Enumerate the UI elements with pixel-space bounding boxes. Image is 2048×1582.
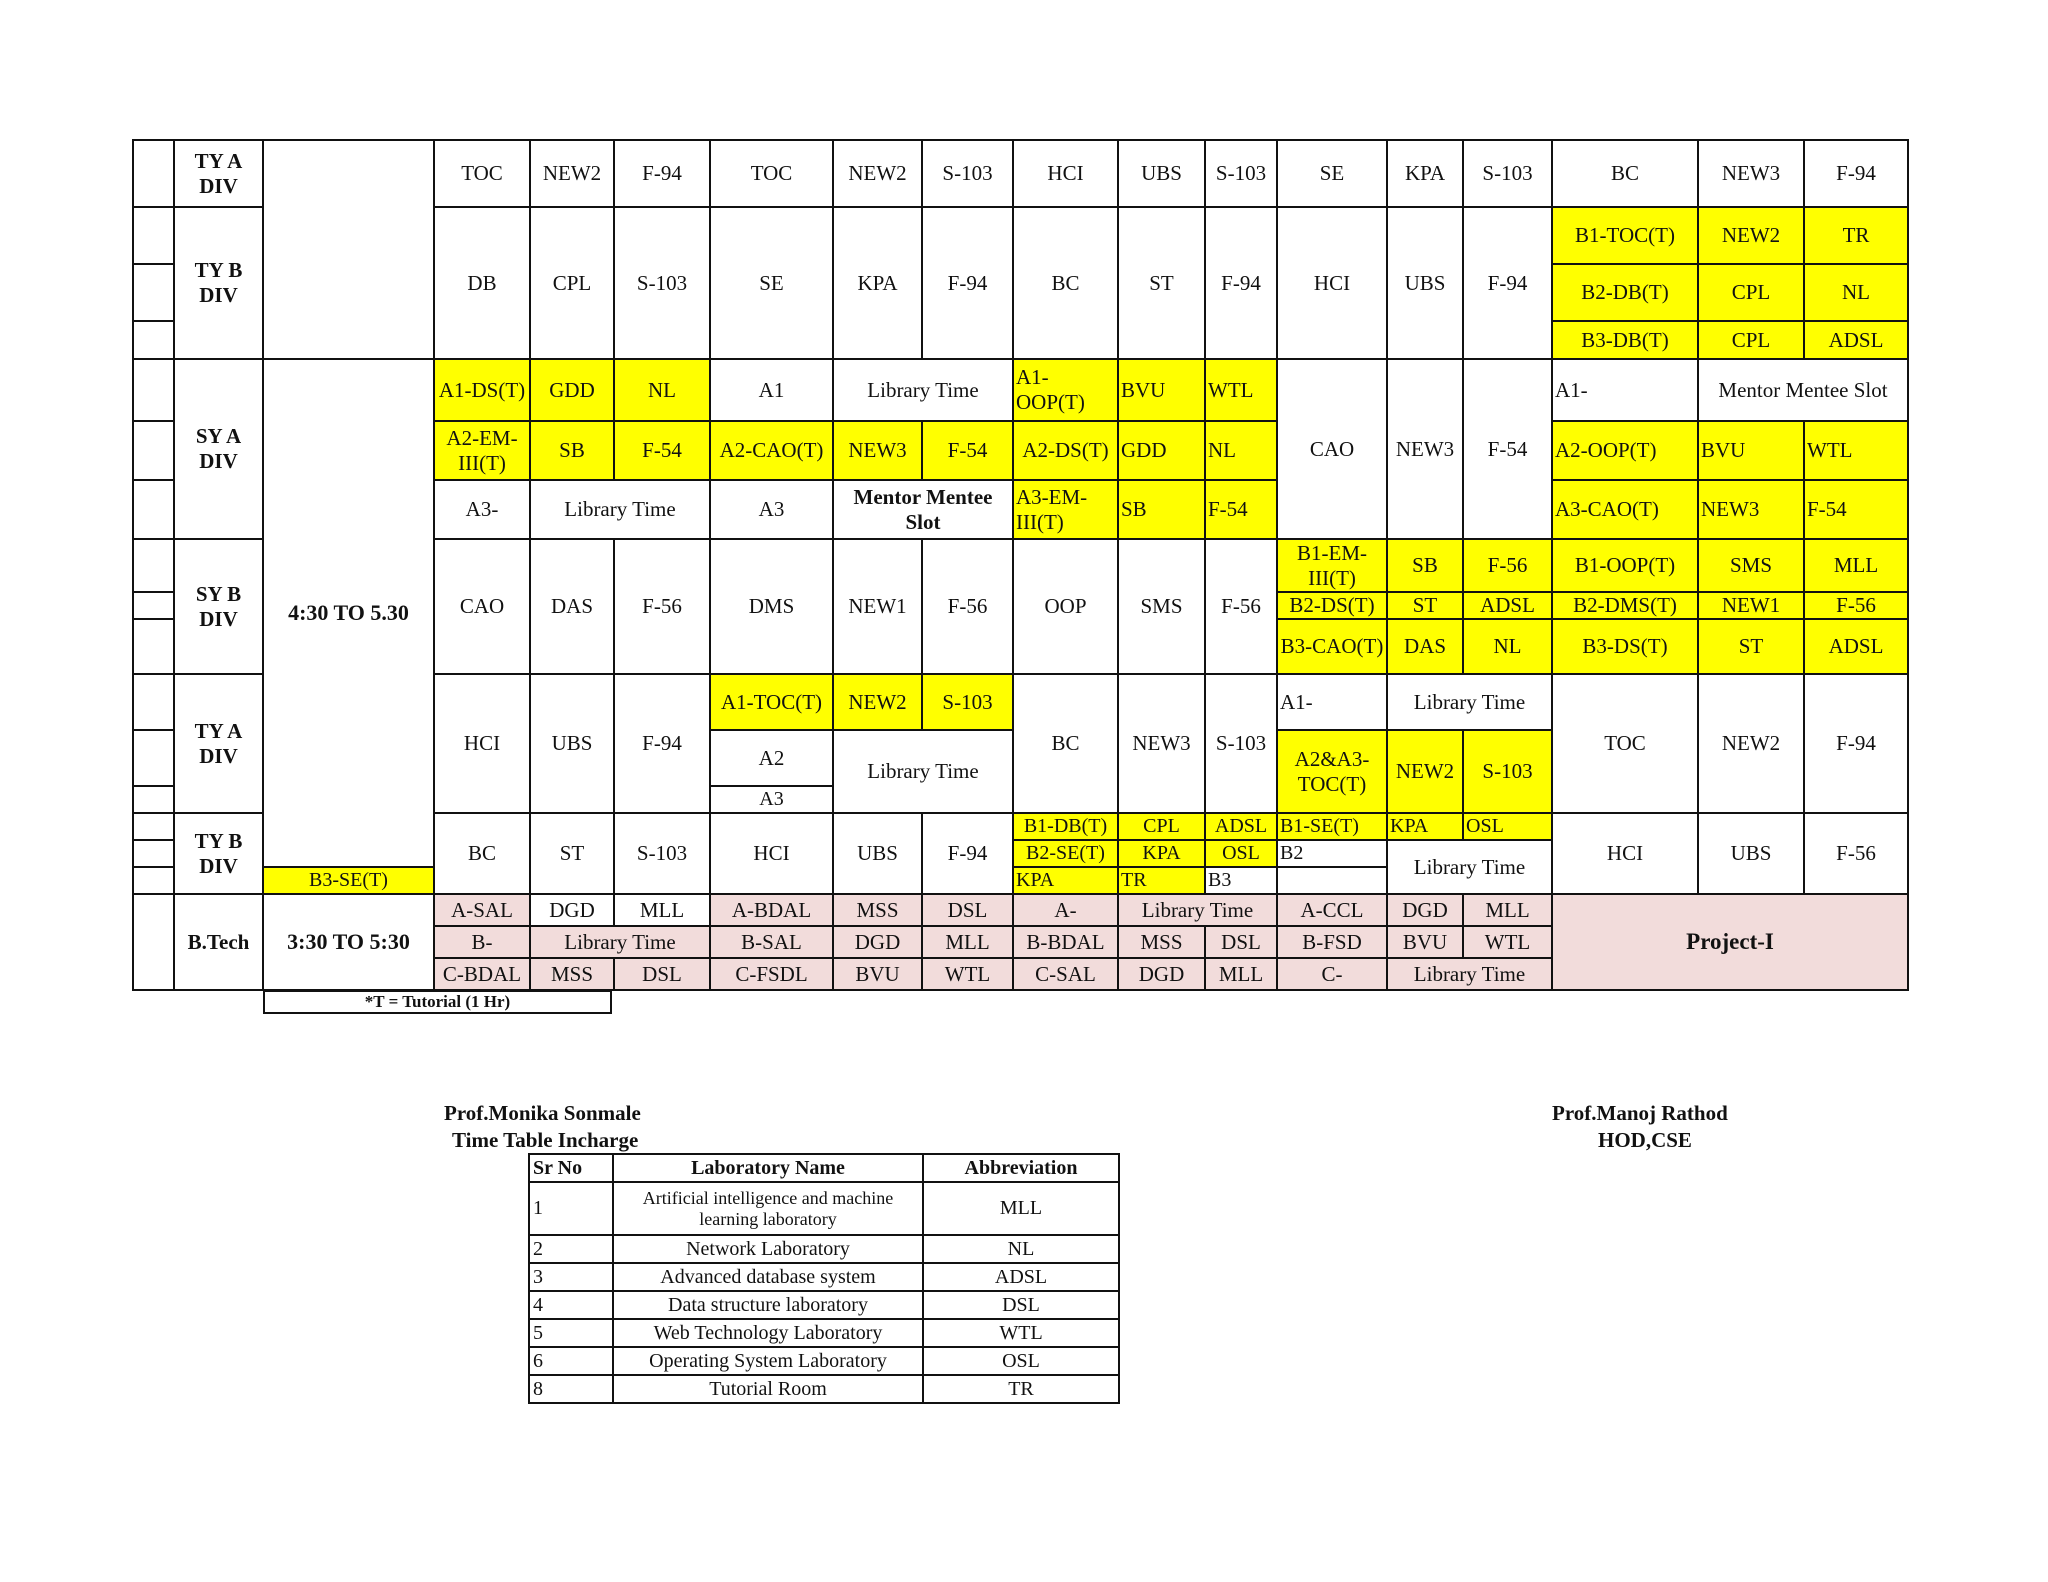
signature-left-name: Prof.Monika Sonmale bbox=[444, 1101, 641, 1125]
timetable-cell: KPA bbox=[1387, 140, 1463, 207]
library-time-cell: Library Time bbox=[833, 730, 1013, 813]
timetable-cell: SE bbox=[1277, 140, 1387, 207]
lab-staff-cell: CPL bbox=[1698, 321, 1804, 359]
lab-batch-cell: B3-CAO(T) bbox=[1277, 619, 1387, 674]
lab-abbr-cell: OSL bbox=[923, 1347, 1119, 1375]
batch-cell: A1 bbox=[710, 359, 833, 421]
lab-room-cell: WTL bbox=[1804, 421, 1908, 480]
timetable-cell: F-94 bbox=[614, 140, 710, 207]
lab-staff-cell: NEW1 bbox=[1698, 592, 1804, 619]
lab-batch-cell: B3-SE(T) bbox=[263, 867, 434, 894]
lab-batch-cell: A2-DS(T) bbox=[1013, 421, 1118, 480]
row-marker bbox=[133, 207, 174, 264]
lab-staff-cell: GDD bbox=[530, 359, 614, 421]
time-slot-label: 4:30 TO 5.30 bbox=[263, 359, 434, 867]
lab-room-cell: DSL bbox=[922, 894, 1013, 926]
lab-staff-cell: ST bbox=[1387, 592, 1463, 619]
lab-room-cell: F-56 bbox=[1463, 539, 1552, 592]
lab-name-cell: Tutorial Room bbox=[613, 1375, 923, 1403]
lab-staff-cell: KPA bbox=[1013, 867, 1118, 894]
lab-room-cell: F-54 bbox=[614, 421, 710, 480]
lab-name-cell: Data structure laboratory bbox=[613, 1291, 923, 1319]
batch-cell: A3 bbox=[710, 480, 833, 539]
row-marker bbox=[133, 867, 174, 894]
timetable-cell: F-94 bbox=[1804, 674, 1908, 813]
lab-room-cell: OSL bbox=[1463, 813, 1552, 840]
division-label: TY A DIV bbox=[174, 674, 263, 813]
signature-right-name: Prof.Manoj Rathod bbox=[1552, 1101, 1728, 1125]
timetable-cell: S-103 bbox=[1205, 674, 1277, 813]
lab-batch-cell: A- bbox=[1013, 894, 1118, 926]
lab-room-cell: DSL bbox=[1205, 926, 1277, 958]
timetable-cell: BC bbox=[1552, 140, 1698, 207]
lab-room-cell: WTL bbox=[1463, 926, 1552, 958]
lab-staff-cell: NEW3 bbox=[1698, 480, 1804, 539]
lab-header-abbr: Abbreviation bbox=[923, 1154, 1119, 1182]
lab-staff-cell: GDD bbox=[1118, 421, 1205, 480]
timetable-cell: CPL bbox=[530, 207, 614, 359]
batch-cell: A1- bbox=[1277, 674, 1387, 730]
lab-batch-cell: B2-DB(T) bbox=[1552, 264, 1698, 321]
row-marker bbox=[133, 786, 174, 813]
lab-room-cell: MLL bbox=[922, 926, 1013, 958]
lab-header-name: Laboratory Name bbox=[613, 1154, 923, 1182]
row-marker bbox=[133, 480, 174, 539]
timetable-cell: DB bbox=[434, 207, 530, 359]
timetable-cell: F-56 bbox=[922, 539, 1013, 674]
lab-room-cell: F-56 bbox=[1804, 592, 1908, 619]
lab-batch-cell: A2-CAO(T) bbox=[710, 421, 833, 480]
lab-staff-cell: MSS bbox=[833, 894, 922, 926]
timetable-cell: UBS bbox=[530, 674, 614, 813]
timetable-cell: F-56 bbox=[1804, 813, 1908, 894]
lab-room-cell: NL bbox=[1463, 619, 1552, 674]
timetable-cell: HCI bbox=[434, 674, 530, 813]
row-marker bbox=[133, 813, 174, 840]
timetable-cell: F-94 bbox=[922, 207, 1013, 359]
division-label: TY B DIV bbox=[174, 207, 263, 359]
lab-abbr-cell: MLL bbox=[923, 1182, 1119, 1235]
timetable-cell: S-103 bbox=[614, 207, 710, 359]
lab-room-cell: F-54 bbox=[1205, 480, 1277, 539]
lab-staff-cell: BVU bbox=[1698, 421, 1804, 480]
lab-batch-cell: B1-TOC(T) bbox=[1552, 207, 1698, 264]
lab-room-cell: ADSL bbox=[1804, 321, 1908, 359]
timetable-cell: UBS bbox=[833, 813, 922, 894]
mentor-slot-cell: Mentor Mentee Slot bbox=[833, 480, 1013, 539]
lab-staff-cell: NEW2 bbox=[833, 674, 922, 730]
timetable-cell: CAO bbox=[1277, 359, 1387, 539]
timetable-cell: F-54 bbox=[1463, 359, 1552, 539]
row-marker bbox=[133, 264, 174, 321]
row-marker bbox=[133, 730, 174, 786]
timetable-cell: NEW2 bbox=[833, 140, 922, 207]
lab-staff-cell: DAS bbox=[1387, 619, 1463, 674]
row-marker bbox=[133, 674, 174, 730]
timetable-cell: DMS bbox=[710, 539, 833, 674]
lab-room-cell: ADSL bbox=[1804, 619, 1908, 674]
lab-abbr-cell: WTL bbox=[923, 1319, 1119, 1347]
lab-room-cell: TR bbox=[1118, 867, 1205, 894]
lab-name-cell: Advanced database system bbox=[613, 1263, 923, 1291]
row-marker bbox=[133, 894, 174, 990]
timetable-cell: F-56 bbox=[1205, 539, 1277, 674]
lab-batch-cell: C- bbox=[1277, 958, 1387, 990]
lab-staff-cell: MSS bbox=[530, 958, 614, 990]
timetable-cell: S-103 bbox=[614, 813, 710, 894]
lab-batch-cell: C-BDAL bbox=[434, 958, 530, 990]
timetable-cell: UBS bbox=[1698, 813, 1804, 894]
lab-room-cell: MLL bbox=[1804, 539, 1908, 592]
division-label: SY A DIV bbox=[174, 359, 263, 539]
timetable-cell: TOC bbox=[434, 140, 530, 207]
timetable-cell: F-94 bbox=[1463, 207, 1552, 359]
timetable-cell: S-103 bbox=[922, 140, 1013, 207]
lab-staff-cell: SB bbox=[1387, 539, 1463, 592]
division-label: SY B DIV bbox=[174, 539, 263, 674]
timetable-cell: KPA bbox=[833, 207, 922, 359]
lab-batch-cell: A-CCL bbox=[1277, 894, 1387, 926]
library-time-cell: Library Time bbox=[1118, 894, 1277, 926]
lab-batch-cell: A1-OOP(T) bbox=[1013, 359, 1118, 421]
lab-sr-cell: 4 bbox=[529, 1291, 613, 1319]
lab-staff-cell: SMS bbox=[1698, 539, 1804, 592]
timetable-cell: F-94 bbox=[1205, 207, 1277, 359]
library-time-cell: Library Time bbox=[1387, 958, 1552, 990]
lab-batch-cell: A1-DS(T) bbox=[434, 359, 530, 421]
lab-batch-cell: B3-DB(T) bbox=[1552, 321, 1698, 359]
timetable-cell: S-103 bbox=[1205, 140, 1277, 207]
lab-batch-cell: A-BDAL bbox=[710, 894, 833, 926]
batch-cell: B3 bbox=[1205, 867, 1277, 894]
lab-abbr-cell: ADSL bbox=[923, 1263, 1119, 1291]
timetable-cell: BC bbox=[1013, 207, 1118, 359]
lab-batch-cell: A2-OOP(T) bbox=[1552, 421, 1698, 480]
lab-room-cell: F-54 bbox=[922, 421, 1013, 480]
timetable bbox=[132, 139, 1909, 991]
lab-header-sr: Sr No bbox=[529, 1154, 613, 1182]
lab-room-cell: DSL bbox=[614, 958, 710, 990]
row-marker bbox=[133, 321, 174, 359]
lab-staff-cell: BVU bbox=[833, 958, 922, 990]
timetable-cell: SE bbox=[710, 207, 833, 359]
lab-batch-cell: B1-EM-III(T) bbox=[1277, 539, 1387, 592]
library-time-cell: Library Time bbox=[1387, 840, 1552, 894]
timetable-cell: HCI bbox=[1552, 813, 1698, 894]
lab-batch-cell: C-FSDL bbox=[710, 958, 833, 990]
lab-room-cell: F-54 bbox=[1804, 480, 1908, 539]
lab-name-cell: Network Laboratory bbox=[613, 1235, 923, 1263]
lab-sr-cell: 6 bbox=[529, 1347, 613, 1375]
lab-batch-cell: A-SAL bbox=[434, 894, 530, 926]
library-time-cell: Library Time bbox=[1387, 674, 1552, 730]
lab-sr-cell: 5 bbox=[529, 1319, 613, 1347]
row-marker bbox=[133, 592, 174, 619]
lab-name-cell: Operating System Laboratory bbox=[613, 1347, 923, 1375]
lab-batch-cell: A2-EM-III(T) bbox=[434, 421, 530, 480]
batch-cell: B2 bbox=[1277, 840, 1387, 867]
row-marker bbox=[133, 421, 174, 480]
lab-name-cell: Web Technology Laboratory bbox=[613, 1319, 923, 1347]
lab-staff-cell: BVU bbox=[1118, 359, 1205, 421]
timetable-cell: BC bbox=[434, 813, 530, 894]
timetable-cell: F-56 bbox=[614, 539, 710, 674]
lab-batch-cell: A3-CAO(T) bbox=[1552, 480, 1698, 539]
lab-staff-cell: DGD bbox=[833, 926, 922, 958]
lab-abbr-cell: NL bbox=[923, 1235, 1119, 1263]
timetable-cell: HCI bbox=[710, 813, 833, 894]
lab-sr-cell: 8 bbox=[529, 1375, 613, 1403]
timetable-cell: BC bbox=[1013, 674, 1118, 813]
lab-staff-cell: BVU bbox=[1387, 926, 1463, 958]
timetable-cell: ST bbox=[530, 813, 614, 894]
timetable-cell: OOP bbox=[1013, 539, 1118, 674]
signature-left-role: Time Table Incharge bbox=[452, 1128, 639, 1152]
lab-room-cell: MLL bbox=[1463, 894, 1552, 926]
timetable-cell: NEW3 bbox=[1698, 140, 1804, 207]
timetable-cell: S-103 bbox=[1463, 140, 1552, 207]
lab-sr-cell: 2 bbox=[529, 1235, 613, 1263]
lab-staff-cell: NEW2 bbox=[1387, 730, 1463, 813]
timetable-cell: UBS bbox=[1118, 140, 1205, 207]
lab-batch-cell: A3-EM-III(T) bbox=[1013, 480, 1118, 539]
timetable-cell: ST bbox=[1118, 207, 1205, 359]
lab-batch-cell: B-BDAL bbox=[1013, 926, 1118, 958]
lab-batch-cell: B2-SE(T) bbox=[1013, 840, 1118, 867]
lab-batch-cell: B2-DMS(T) bbox=[1552, 592, 1698, 619]
time-slot-label: 3:30 TO 5:30 bbox=[263, 894, 434, 990]
lab-batch-cell: B-SAL bbox=[710, 926, 833, 958]
lab-batch-cell: B1-DB(T) bbox=[1013, 813, 1118, 840]
timetable-cell: NEW2 bbox=[1698, 674, 1804, 813]
lab-room-cell: WTL bbox=[922, 958, 1013, 990]
timetable-cell: NEW2 bbox=[530, 140, 614, 207]
row-marker bbox=[133, 539, 174, 592]
lab-room-cell: MLL bbox=[614, 894, 710, 926]
lab-staff-cell: CPL bbox=[1118, 813, 1205, 840]
timetable-cell: DAS bbox=[530, 539, 614, 674]
lab-room-cell: ADSL bbox=[1463, 592, 1552, 619]
timetable-cell: UBS bbox=[1387, 207, 1463, 359]
time-cell bbox=[263, 140, 434, 207]
lab-batch-cell: A2&A3-TOC(T) bbox=[1277, 730, 1387, 813]
lab-batch-cell: B3-DS(T) bbox=[1552, 619, 1698, 674]
lab-staff-cell: MSS bbox=[1118, 926, 1205, 958]
division-label: TY B DIV bbox=[174, 813, 263, 894]
lab-staff-cell: DGD bbox=[530, 894, 614, 926]
division-label: B.Tech bbox=[174, 894, 263, 990]
timetable-cell: NEW3 bbox=[1118, 674, 1205, 813]
row-marker bbox=[133, 619, 174, 674]
lab-abbr-cell: TR bbox=[923, 1375, 1119, 1403]
lab-staff-cell: DGD bbox=[1118, 958, 1205, 990]
lab-staff-cell: CPL bbox=[1698, 264, 1804, 321]
tutorial-footnote: *T = Tutorial (1 Hr) bbox=[263, 990, 612, 1014]
project-cell: Project-I bbox=[1552, 894, 1908, 990]
lab-room-cell: S-103 bbox=[1463, 730, 1552, 813]
timetable-cell: NEW3 bbox=[1387, 359, 1463, 539]
lab-batch-cell: B1-SE(T) bbox=[1277, 813, 1387, 840]
timetable-cell: F-94 bbox=[1804, 140, 1908, 207]
lab-staff-cell: SB bbox=[1118, 480, 1205, 539]
lab-room-cell: S-103 bbox=[922, 674, 1013, 730]
lab-staff-cell: SB bbox=[530, 421, 614, 480]
timetable-cell: CAO bbox=[434, 539, 530, 674]
lab-room-cell: NL bbox=[614, 359, 710, 421]
row-marker bbox=[133, 140, 174, 207]
lab-room-cell: TR bbox=[1804, 207, 1908, 264]
signature-right-role: HOD,CSE bbox=[1598, 1128, 1692, 1152]
row-marker bbox=[133, 840, 174, 867]
lab-staff-cell: NEW3 bbox=[833, 421, 922, 480]
timetable-cell: HCI bbox=[1013, 140, 1118, 207]
lab-batch-cell: B1-OOP(T) bbox=[1552, 539, 1698, 592]
timetable-cell: NEW1 bbox=[833, 539, 922, 674]
laboratory-table bbox=[528, 1153, 1120, 1404]
lab-room-cell: MLL bbox=[1205, 958, 1277, 990]
time-cell bbox=[263, 207, 434, 359]
batch-cell: A3- bbox=[434, 480, 530, 539]
library-time-cell: Library Time bbox=[833, 359, 1013, 421]
lab-room-cell: NL bbox=[1804, 264, 1908, 321]
lab-staff-cell: KPA bbox=[1118, 840, 1205, 867]
lab-abbr-cell: DSL bbox=[923, 1291, 1119, 1319]
lab-batch-cell: B2-DS(T) bbox=[1277, 592, 1387, 619]
batch-cell: A3 bbox=[710, 786, 833, 813]
division-label: TY A DIV bbox=[174, 140, 263, 207]
lab-room-cell: WTL bbox=[1205, 359, 1277, 421]
lab-batch-cell: C-SAL bbox=[1013, 958, 1118, 990]
library-time-cell: Library Time bbox=[530, 480, 710, 539]
lab-batch-cell: B-FSD bbox=[1277, 926, 1387, 958]
lab-name-cell: Artificial intelligence and machine learning laboratory bbox=[613, 1182, 923, 1235]
mentor-slot-cell: Mentor Mentee Slot bbox=[1698, 359, 1908, 421]
timetable-cell: F-94 bbox=[922, 813, 1013, 894]
lab-batch-cell: A1-TOC(T) bbox=[710, 674, 833, 730]
lab-sr-cell: 3 bbox=[529, 1263, 613, 1291]
lab-room-cell: NL bbox=[1205, 421, 1277, 480]
lab-batch-cell: B- bbox=[434, 926, 530, 958]
batch-cell: A1- bbox=[1552, 359, 1698, 421]
timetable-cell: TOC bbox=[710, 140, 833, 207]
library-time-cell: Library Time bbox=[530, 926, 710, 958]
batch-cell: A2 bbox=[710, 730, 833, 786]
lab-room-cell: ADSL bbox=[1205, 813, 1277, 840]
row-marker bbox=[133, 359, 174, 421]
timetable-cell: F-94 bbox=[614, 674, 710, 813]
timetable-cell: TOC bbox=[1552, 674, 1698, 813]
timetable-cell: SMS bbox=[1118, 539, 1205, 674]
lab-room-cell: OSL bbox=[1205, 840, 1277, 867]
lab-staff-cell: NEW2 bbox=[1698, 207, 1804, 264]
lab-staff-cell: DGD bbox=[1387, 894, 1463, 926]
lab-staff-cell: KPA bbox=[1387, 813, 1463, 840]
timetable-cell: HCI bbox=[1277, 207, 1387, 359]
lab-staff-cell: ST bbox=[1698, 619, 1804, 674]
lab-sr-cell: 1 bbox=[529, 1182, 613, 1235]
